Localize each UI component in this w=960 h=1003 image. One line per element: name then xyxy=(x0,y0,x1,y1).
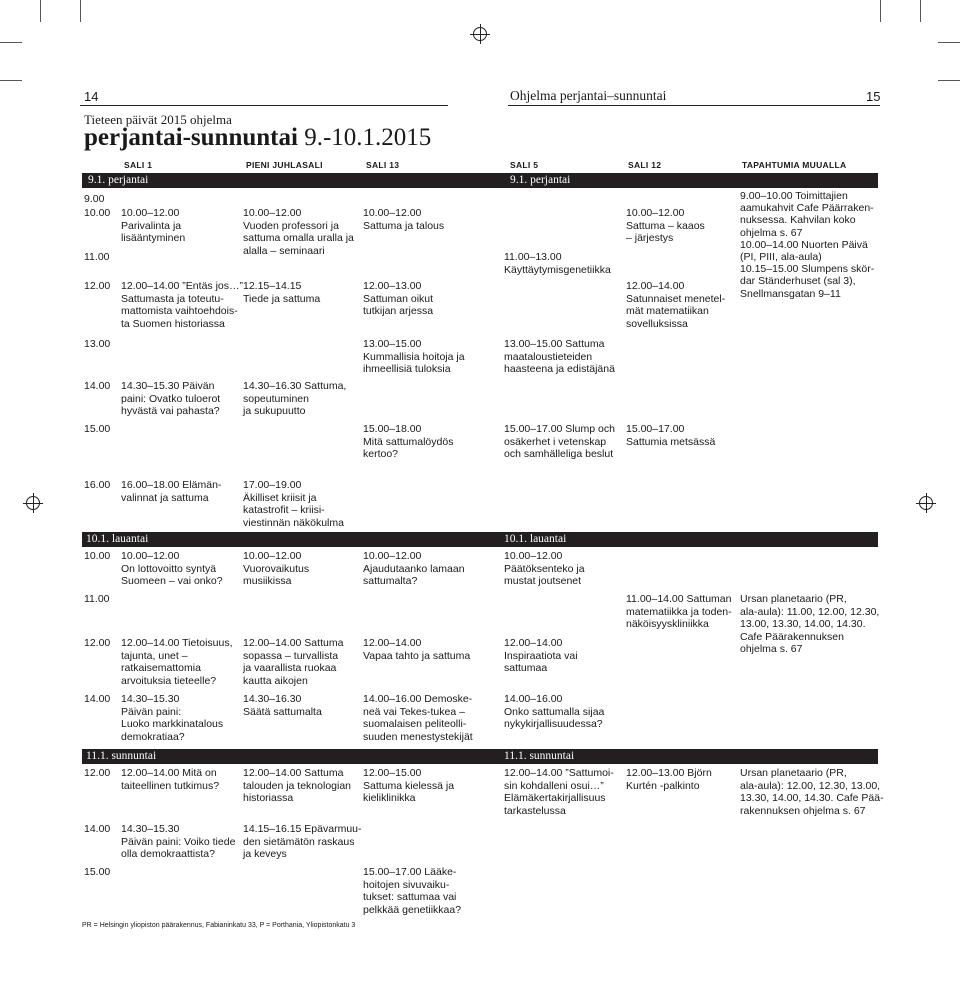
session-entry: 12.00–14.00 Sattuma talouden ja teknologian historiassa xyxy=(243,767,352,804)
session-entry: 14.15–16.15 Epävarmuu- den sietämätön raskaus ja keveys xyxy=(243,823,362,860)
title-dates: 9.-10.1.2015 xyxy=(304,124,432,151)
time-label: 15.00 xyxy=(84,423,111,435)
session-entry: 15.00–17.00 Slump och osäkerhet i vetenskap och samhälleliga beslut xyxy=(504,423,615,460)
session-entry: 12.00–14.00 ”Sattumoi- sin kohdalleni osui…” Elämäkertakirjallisuus tarkastelussa xyxy=(504,767,614,817)
session-entry: 10.00–12.00 Sattuma – kaaos – järjestys xyxy=(626,207,705,244)
day-label: 10.1. lauantai xyxy=(86,533,149,545)
session-entry: 14.00–16.00 Demoske- neä vai Tekes-tukea – suomalaisen peliteolli- suuden menestystekijät xyxy=(363,693,473,743)
session-entry: 13.00–15.00 Sattuma maataloustieteiden haasteena ja edistäjänä xyxy=(504,338,615,375)
crop-mark xyxy=(0,80,22,81)
crop-mark xyxy=(880,0,881,22)
day-label: 11.1. sunnuntai xyxy=(86,750,157,762)
session-entry: 16.00–18.00 Elämän- valinnat ja sattuma xyxy=(121,479,222,504)
left-page-number: 14 xyxy=(84,89,99,104)
column-header-muualla: TAPAHTUMIA MUUALLA xyxy=(742,160,847,170)
session-entry: 14.30–15.30 Päivän paini: Voiko tiede olla demokraattista? xyxy=(121,823,236,860)
session-entry: 15.00–17.00 Lääke- hoitojen sivuvaiku- tukset: sattumaa vai pelkkää genetiikkaa? xyxy=(363,866,462,916)
session-entry: 14.30–16.30 Sattuma, sopeutuminen ja sukupuutto xyxy=(243,380,347,417)
session-entry: 10.00–12.00 Ajaudutaanko lamaan sattumalta? xyxy=(363,550,465,587)
time-label: 14.00 xyxy=(84,380,111,392)
session-entry: 14.00–16.00 Onko sattumalla sijaa nykykirjallisuudessa? xyxy=(504,693,605,730)
day-band-saturday xyxy=(82,532,878,547)
session-entry: 12.00–14.00 Vapaa tahto ja sattuma xyxy=(363,637,471,662)
session-entry: 10.00–12.00 Vuoden professori ja sattuma omalla uralla ja alalla – seminaari xyxy=(243,207,354,257)
session-entry: 12.00–14.00 ”Entäs jos…” Sattumasta ja toteutu- mattomista vaihtoehdois- ta Suomen historiassa xyxy=(121,280,243,330)
session-entry: 10.00–12.00 Parivalinta ja lisääntyminen xyxy=(121,207,186,244)
session-entry: 14.30–15.30 Päivän paini: Luoko markkinatalous demokratiaa? xyxy=(121,693,224,743)
session-entry: 15.00–17.00 Sattumia metsässä xyxy=(626,423,716,448)
day-label: 11.1. sunnuntai xyxy=(504,750,575,762)
time-label: 14.00 xyxy=(84,693,111,705)
time-label: 13.00 xyxy=(84,338,111,350)
column-header-sali1: SALI 1 xyxy=(124,160,153,170)
header-rule-left xyxy=(80,105,448,106)
session-entry: 11.00–13.00 Käyttäytymisgenetiikka xyxy=(504,251,611,276)
other-events: Ursan planetaario (PR, ala-aula): 12.00, 12.30, 13.00, 13.30, 14.00, 14.30. Cafe Pää- rakennuksen ohjelma s. 67 xyxy=(740,767,884,817)
registration-mark-icon xyxy=(919,496,933,510)
footnote: PR = Helsingin yliopiston päärakennus, Fabianinkatu 33, P = Porthania, Yliopistonkatu 3 xyxy=(82,922,356,929)
session-entry: 10.00–12.00 Päätöksenteko ja mustat joutsenet xyxy=(504,550,585,587)
session-entry: 12.00–14.00 Satunnaiset menetel- mät matematiikan sovelluksissa xyxy=(626,280,726,330)
registration-mark-icon xyxy=(473,27,487,41)
time-label: 12.00 xyxy=(84,280,111,292)
other-events: 9.00–10.00 Toimittajien aamukahvit Cafe Päärraken- nuksessa. Kahvilan koko ohjelma s. 67 10.00–14.00 Nuorten Päivä (PI, PIII, ala-aula) 10.15–15.00 Slumpens skör- dar Ständerhuset (sal 3), Snellmansgatan 9–11 xyxy=(740,190,875,300)
crop-mark xyxy=(938,42,960,43)
session-entry: 11.00–14.00 Sattuman matematiikka ja toden- näköisyyskliniikka xyxy=(626,593,732,630)
session-entry: 12.00–13.00 Björn Kurtén -palkinto xyxy=(626,767,712,792)
session-entry: 10.00–12.00 Vuorovaikutus musiikissa xyxy=(243,550,310,587)
time-label: 10.00 xyxy=(84,207,111,219)
session-entry: 12.00–14.00 Mitä on taiteellinen tutkimus? xyxy=(121,767,220,792)
day-label: 9.1. perjantai xyxy=(88,174,149,186)
session-entry: 17.00–19.00 Äkilliset kriisit ja katastrofit – kriisi- viestinnän näkökulma xyxy=(243,479,344,529)
column-header-sali12: SALI 12 xyxy=(628,160,662,170)
time-label: 11.00 xyxy=(84,251,110,263)
time-label: 11.00 xyxy=(84,593,110,605)
crop-mark xyxy=(0,42,22,43)
session-entry: 12.00–13.00 Sattuman oikut tutkijan arjessa xyxy=(363,280,434,317)
day-band-sunday xyxy=(82,749,878,764)
session-entry: 10.00–12.00 On lottovoitto syntyä Suomeen – vai onko? xyxy=(121,550,223,587)
session-entry: 12.00–14.00 Sattuma sopassa – turvallista ja vaarallista ruokaa kautta aikojen xyxy=(243,637,344,687)
session-entry: 12.00–15.00 Sattuma kielessä ja kieliklinikka xyxy=(363,767,455,804)
registration-mark-icon xyxy=(26,496,40,510)
day-label: 10.1. lauantai xyxy=(504,533,567,545)
column-header-sali5: SALI 5 xyxy=(510,160,539,170)
time-label: 12.00 xyxy=(84,767,111,779)
crop-mark xyxy=(40,0,41,22)
time-label: 15.00 xyxy=(84,866,111,878)
crop-mark xyxy=(920,0,921,22)
session-entry: 10.00–12.00 Sattuma ja talous xyxy=(363,207,445,232)
session-entry: 12.00–14.00 Tietoisuus, tajunta, unet – ratkaisemattomia arvoituksia tieteelle? xyxy=(121,637,233,687)
crop-mark xyxy=(80,0,81,22)
title-days: perjantai-sunnuntai xyxy=(84,124,298,151)
session-entry: 14.30–16.30 Säätä sattumalta xyxy=(243,693,322,718)
other-events: Ursan planetaario (PR, ala-aula): 11.00, 12.00, 12.30, 13.00, 13.30, 14.00, 14.30. Cafe Päärakennuksen ohjelma s. 67 xyxy=(740,593,880,655)
time-label: 14.00 xyxy=(84,823,111,835)
page-title xyxy=(84,124,431,152)
session-entry: 12.15–14.15 Tiede ja sattuma xyxy=(243,280,321,305)
session-entry: 13.00–15.00 Kummallisia hoitoja ja ihmeellisiä tuloksia xyxy=(363,338,465,375)
day-label: 9.1. perjantai xyxy=(510,174,571,186)
column-header-pieni-juhlasali: PIENI JUHLASALI xyxy=(246,160,323,170)
time-label: 16.00 xyxy=(84,479,111,491)
day-band-friday xyxy=(82,173,878,188)
session-entry: 15.00–18.00 Mitä sattumalöydös kertoo? xyxy=(363,423,454,460)
time-label: 12.00 xyxy=(84,637,111,649)
crop-mark xyxy=(938,80,960,81)
time-label: 9.00 xyxy=(84,193,105,205)
right-page-number: 15 xyxy=(866,89,881,104)
time-label: 10.00 xyxy=(84,550,111,562)
session-entry: 14.30–15.30 Päivän paini: Ovatko tuloerot hyvästä vai pahasta? xyxy=(121,380,221,417)
session-entry: 12.00–14.00 Inspiraatiota vai sattumaa xyxy=(504,637,578,674)
column-header-sali13: SALI 13 xyxy=(366,160,400,170)
header-rule-right xyxy=(508,105,880,106)
right-page-title: Ohjelma perjantai–sunnuntai xyxy=(510,88,667,103)
page-subtitle: Tieteen päivät 2015 ohjelma xyxy=(84,112,232,127)
